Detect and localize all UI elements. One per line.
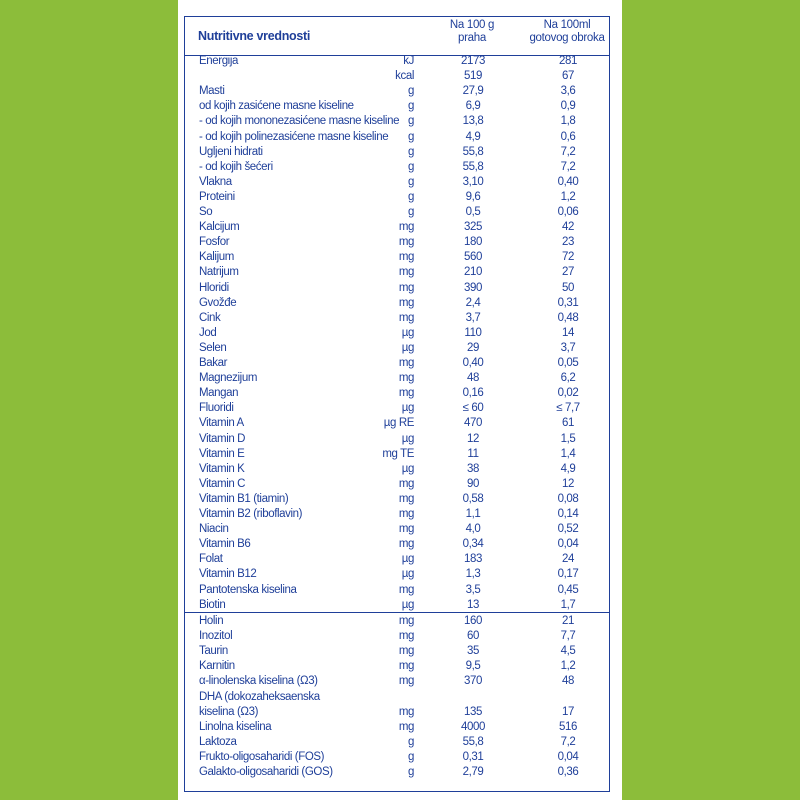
table-row: [185, 386, 609, 401]
value-per-100ml: 0,17: [557, 568, 579, 581]
nutrient-unit: µg RE: [383, 417, 414, 430]
value-per-100g: 1,1: [465, 508, 481, 520]
value-per-100ml: 7,2: [560, 145, 576, 158]
table-row: [185, 145, 609, 160]
nutrient-unit: mg: [398, 281, 414, 294]
table-row: [185, 175, 609, 190]
value-per-100ml: 67: [562, 70, 574, 83]
nutrient-name: Magnezijum: [199, 372, 257, 385]
table-row: [185, 720, 609, 735]
table-row: [185, 750, 609, 765]
value-per-100g: 13: [467, 598, 479, 611]
table-row: [185, 205, 609, 220]
table-row: [185, 371, 609, 386]
nutrient-unit: µg: [401, 341, 414, 354]
nutrient-name: Frukto-oligosaharidi (FOS): [199, 750, 325, 763]
nutrient-unit: mg TE: [382, 447, 414, 460]
nutrient-unit: mg: [398, 387, 414, 400]
value-per-100g: 4,9: [465, 130, 481, 143]
nutrient-unit: µg: [401, 402, 414, 415]
table-row: [185, 765, 609, 780]
table-row: [185, 250, 609, 265]
value-per-100ml: 0,52: [557, 523, 579, 536]
value-per-100ml: 281: [559, 55, 577, 67]
value-per-100g: 210: [464, 266, 482, 279]
value-per-100ml: 0,40: [557, 175, 579, 188]
value-per-100ml: 0,9: [560, 100, 576, 113]
value-per-100g: 90: [467, 477, 479, 490]
table-row: [185, 447, 609, 462]
nutrient-name: kiselina (Ω3): [199, 705, 258, 718]
nutrient-unit: mg: [398, 538, 414, 551]
table-row: [185, 462, 609, 477]
table-row: [185, 644, 609, 659]
value-per-100ml: 61: [562, 417, 574, 430]
nutrient-name: α-linolenska kiselina (Ω3): [199, 675, 318, 688]
value-per-100g: 4000: [461, 720, 485, 733]
table-row: [185, 477, 609, 492]
nutrient-unit: µg: [401, 598, 414, 611]
value-per-100ml: 7,2: [560, 735, 576, 748]
nutrient-unit: µg: [401, 326, 414, 339]
nutrient-unit: mg: [398, 311, 414, 324]
nutrient-unit: g: [408, 190, 414, 203]
nutrient-name: Vitamin C: [199, 477, 246, 490]
nutrient-unit: g: [408, 160, 414, 173]
nutrient-unit: mg: [398, 251, 414, 264]
nutrient-name: Vitamin K: [199, 462, 245, 475]
value-per-100g: 135: [464, 705, 482, 718]
value-per-100ml: 516: [559, 720, 577, 733]
value-per-100ml: 0,36: [557, 766, 579, 778]
table-row: [185, 130, 609, 145]
table-row: [185, 311, 609, 326]
table-row: [185, 160, 609, 175]
section-divider: [185, 612, 609, 613]
nutrient-unit: mg: [398, 705, 414, 718]
value-per-100ml: 0,31: [557, 296, 579, 309]
table-row: [185, 674, 609, 689]
nutrient-unit: g: [408, 85, 414, 98]
value-per-100ml: 4,9: [560, 462, 576, 475]
table-title: Nutritivne vrednosti: [198, 29, 311, 43]
nutrient-name: Selen: [199, 341, 227, 354]
value-per-100ml: 0,08: [557, 492, 579, 505]
nutrient-name: Pantotenska kiselina: [199, 583, 297, 596]
value-per-100g: 2,79: [462, 766, 484, 778]
nutrient-name: Proteini: [199, 190, 235, 203]
nutrient-name: Gvožđe: [199, 296, 237, 309]
nutrient-name: Folat: [199, 553, 223, 566]
table-row: [185, 735, 609, 750]
value-per-100g: 12: [467, 432, 479, 445]
value-per-100g: 11: [467, 447, 479, 460]
table-row: [185, 190, 609, 205]
column-header-per-100ml: Na 100ml gotovog obroka: [529, 19, 605, 44]
value-per-100ml: 1,7: [560, 598, 576, 611]
value-per-100g: 0,58: [462, 492, 484, 505]
value-per-100g: 29: [467, 341, 479, 354]
value-per-100ml: 0,14: [557, 508, 579, 520]
table-row: [185, 220, 609, 235]
table-row: [185, 629, 609, 644]
nutrient-name: So: [199, 206, 213, 218]
value-per-100ml: 27: [562, 266, 574, 279]
nutrient-unit: µg: [401, 462, 414, 475]
table-row: [185, 690, 609, 705]
nutrient-name: Vitamin B6: [199, 538, 251, 551]
table-row: [185, 69, 609, 84]
nutrient-name: Karnitin: [199, 660, 235, 673]
table-row: [185, 583, 609, 598]
value-per-100g: 180: [464, 236, 482, 249]
nutrient-name: Energija: [199, 55, 238, 67]
value-per-100ml: 1,2: [560, 660, 576, 673]
value-per-100g: 390: [464, 281, 482, 294]
nutrient-unit: g: [408, 735, 414, 748]
nutrient-name: Kalcijum: [199, 221, 240, 234]
value-per-100ml: 48: [562, 675, 574, 688]
value-per-100ml: 0,04: [557, 750, 579, 763]
value-per-100g: 0,5: [465, 206, 481, 218]
table-row: [185, 552, 609, 567]
table-row: [185, 281, 609, 296]
table-row: [185, 114, 609, 129]
value-per-100ml: 3,6: [560, 85, 576, 98]
value-per-100g: 55,8: [462, 160, 484, 173]
nutrient-name: - od kojih šećeri: [199, 160, 273, 173]
table-row: [185, 659, 609, 674]
value-per-100ml: 3,7: [560, 341, 576, 354]
value-per-100ml: 42: [562, 221, 574, 234]
nutrient-name: - od kojih mononezasićene masne kiseline: [199, 115, 400, 128]
nutrient-name: Hloridi: [199, 281, 229, 294]
nutrient-unit: mg: [398, 221, 414, 234]
nutrient-name: Vitamin B1 (tiamin): [199, 492, 289, 505]
table-header: [185, 17, 609, 56]
nutrient-name: - od kojih polinezasićene masne kiseline: [199, 130, 389, 143]
value-per-100g: 4,0: [465, 523, 481, 536]
nutrient-unit: mg: [398, 630, 414, 643]
value-per-100ml: 0,48: [557, 311, 579, 324]
value-per-100g: ≤ 60: [462, 402, 484, 415]
nutrient-name: Vitamin B2 (riboflavin): [199, 508, 303, 520]
value-per-100ml: 0,06: [557, 206, 579, 218]
table-row: [185, 598, 609, 613]
nutrient-name: Linolna kiselina: [199, 720, 272, 733]
value-per-100g: 160: [464, 615, 482, 627]
value-per-100ml: 1,2: [560, 190, 576, 203]
table-row: [185, 99, 609, 114]
value-per-100g: 1,3: [465, 568, 481, 581]
nutrient-unit: g: [408, 100, 414, 113]
value-per-100g: 470: [464, 417, 482, 430]
nutrient-name: Galakto-oligosaharidi (GOS): [199, 766, 333, 778]
nutrient-name: Vitamin A: [199, 417, 244, 430]
value-per-100g: 35: [467, 645, 479, 658]
value-per-100ml: 0,6: [560, 130, 576, 143]
value-per-100ml: 24: [562, 553, 574, 566]
nutrient-unit: g: [408, 766, 414, 778]
value-per-100g: 6,9: [465, 100, 481, 113]
table-row: [185, 356, 609, 371]
nutrient-name: Mangan: [199, 387, 239, 400]
table-row: [185, 235, 609, 250]
nutrient-unit: mg: [398, 492, 414, 505]
table-row: [185, 492, 609, 507]
value-per-100g: 9,6: [465, 190, 481, 203]
value-per-100g: 0,16: [462, 387, 484, 400]
value-per-100ml: 23: [562, 236, 574, 249]
value-per-100ml: ≤ 7,7: [556, 402, 580, 415]
value-per-100ml: 6,2: [560, 372, 576, 385]
nutrient-unit: kcal: [395, 70, 414, 83]
value-per-100ml: 0,04: [557, 538, 579, 551]
nutrient-unit: g: [408, 750, 414, 763]
value-per-100g: 0,40: [462, 357, 484, 369]
table-row: [185, 326, 609, 341]
nutrient-name: Fluoridi: [199, 402, 234, 415]
nutrient-unit: kJ: [403, 55, 414, 67]
value-per-100g: 0,34: [462, 538, 484, 551]
table-row: [185, 705, 609, 720]
nutrient-unit: µg: [401, 553, 414, 566]
nutrient-unit: µg: [401, 568, 414, 581]
nutrient-name: Niacin: [199, 523, 229, 536]
value-per-100g: 519: [464, 70, 482, 83]
nutrient-unit: mg: [398, 372, 414, 385]
value-per-100g: 370: [464, 675, 482, 688]
nutrient-name: Vlakna: [199, 175, 232, 188]
label-panel: [178, 0, 622, 800]
value-per-100g: 3,10: [462, 175, 484, 188]
nutrient-unit: g: [408, 145, 414, 158]
value-per-100g: 27,9: [462, 85, 484, 98]
nutrient-name: Ugljeni hidrati: [199, 145, 263, 158]
nutrient-name: Bakar: [199, 357, 228, 369]
table-row: [185, 341, 609, 356]
nutrient-name: Vitamin D: [199, 432, 246, 445]
nutrient-unit: mg: [398, 583, 414, 596]
column-header-per-100g: Na 100 g praha: [449, 19, 495, 44]
nutrient-name: Vitamin E: [199, 447, 245, 460]
nutrient-name: Biotin: [199, 598, 226, 611]
value-per-100g: 13,8: [462, 115, 484, 128]
value-per-100g: 2,4: [465, 296, 481, 309]
table-row: [185, 522, 609, 537]
value-per-100ml: 14: [562, 326, 574, 339]
value-per-100ml: 7,7: [560, 630, 576, 643]
value-per-100ml: 0,45: [557, 583, 579, 596]
table-row: [185, 614, 609, 629]
table-row: [185, 265, 609, 280]
value-per-100g: 55,8: [462, 735, 484, 748]
value-per-100g: 0,31: [462, 750, 484, 763]
nutrient-unit: mg: [398, 236, 414, 249]
value-per-100ml: 7,2: [560, 160, 576, 173]
value-per-100g: 3,5: [465, 583, 481, 596]
table-row: [185, 54, 609, 69]
nutrient-unit: mg: [398, 477, 414, 490]
value-per-100ml: 0,02: [557, 387, 579, 400]
value-per-100ml: 50: [562, 281, 574, 294]
value-per-100g: 325: [464, 221, 482, 234]
nutrient-unit: mg: [398, 357, 414, 369]
table-row: [185, 507, 609, 522]
value-per-100g: 60: [467, 630, 479, 643]
value-per-100ml: 4,5: [560, 645, 576, 658]
value-per-100g: 183: [464, 553, 482, 566]
value-per-100ml: 0,05: [557, 357, 579, 369]
value-per-100g: 2173: [461, 55, 485, 67]
value-per-100ml: 21: [562, 615, 574, 627]
nutrition-table: [184, 16, 610, 792]
value-per-100g: 48: [467, 372, 479, 385]
nutrient-name: Masti: [199, 85, 225, 98]
nutrient-name: Laktoza: [199, 735, 237, 748]
value-per-100ml: 1,5: [560, 432, 576, 445]
table-row: [185, 432, 609, 447]
nutrient-unit: mg: [398, 523, 414, 536]
nutrient-name: Fosfor: [199, 236, 230, 249]
nutrient-name: Natrijum: [199, 266, 239, 279]
value-per-100ml: 17: [562, 705, 574, 718]
value-per-100g: 9,5: [465, 660, 481, 673]
nutrient-unit: mg: [398, 508, 414, 520]
table-row: [185, 567, 609, 582]
value-per-100ml: 72: [562, 251, 574, 264]
nutrient-unit: g: [408, 115, 414, 128]
table-row: [185, 296, 609, 311]
nutrient-unit: g: [408, 130, 414, 143]
value-per-100g: 3,7: [465, 311, 481, 324]
value-per-100ml: 1,8: [560, 115, 576, 128]
value-per-100g: 38: [467, 462, 479, 475]
value-per-100g: 55,8: [462, 145, 484, 158]
nutrient-name: DHA (dokozaheksaenska: [199, 690, 320, 703]
nutrient-unit: mg: [398, 296, 414, 309]
table-row: [185, 537, 609, 552]
nutrient-unit: mg: [398, 720, 414, 733]
table-row: [185, 416, 609, 431]
nutrient-unit: mg: [398, 266, 414, 279]
nutrient-name: Vitamin B12: [199, 568, 257, 581]
nutrient-unit: g: [408, 206, 414, 218]
table-row: [185, 401, 609, 416]
nutrient-name: Holin: [199, 615, 224, 627]
nutrient-unit: mg: [398, 615, 414, 627]
nutrient-name: od kojih zasićene masne kiseline: [199, 100, 354, 113]
value-per-100g: 110: [464, 326, 482, 339]
nutrient-name: Inozitol: [199, 630, 233, 643]
table-row: [185, 84, 609, 99]
value-per-100ml: 12: [562, 477, 574, 490]
value-per-100ml: 1,4: [560, 447, 576, 460]
nutrient-unit: g: [408, 175, 414, 188]
nutrient-unit: mg: [398, 660, 414, 673]
nutrient-unit: mg: [398, 645, 414, 658]
value-per-100g: 560: [464, 251, 482, 264]
nutrient-name: Cink: [199, 311, 221, 324]
nutrient-name: Taurin: [199, 645, 228, 658]
nutrient-name: Kalijum: [199, 251, 234, 264]
nutrient-unit: µg: [401, 432, 414, 445]
nutrient-name: Jod: [199, 326, 217, 339]
nutrient-unit: mg: [398, 675, 414, 688]
